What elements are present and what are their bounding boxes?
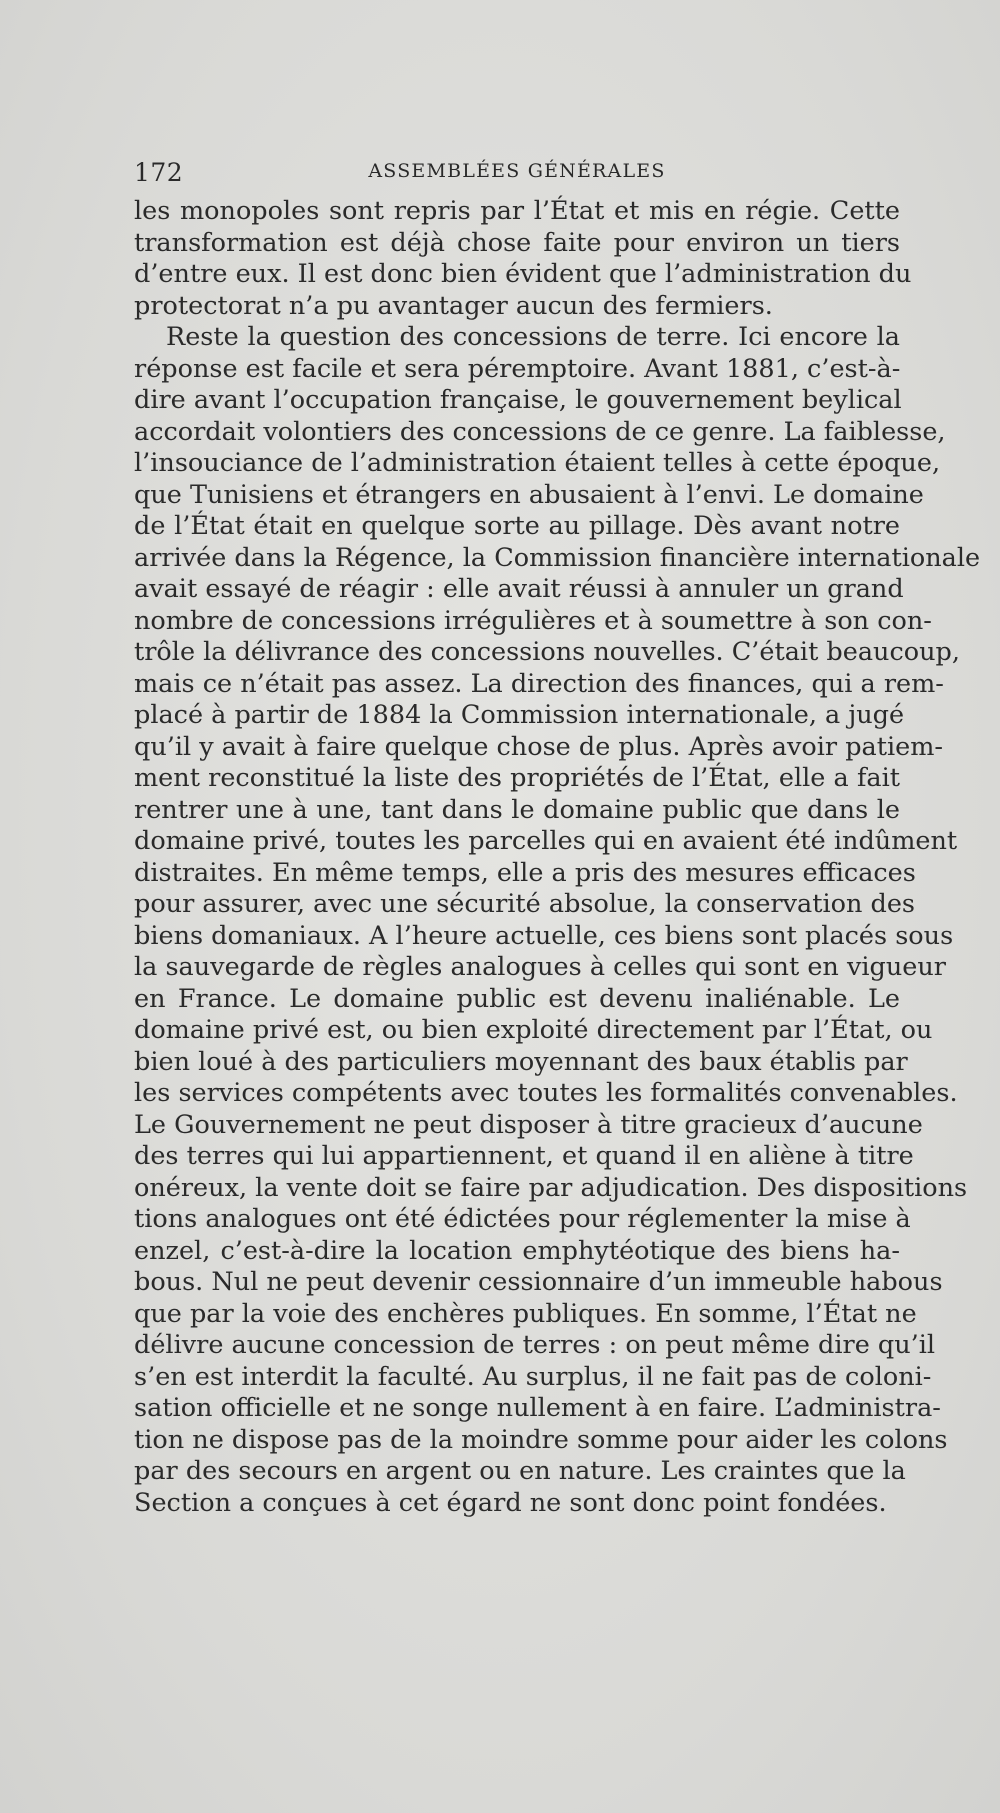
text-line: nombre de concessions irrégulières et à soumettre à son con- xyxy=(134,605,932,636)
text-line: bous. Nul ne peut devenir cessionnaire d’un immeuble habous xyxy=(134,1267,943,1297)
text-line: les services compétents avec toutes les formalités convenables. xyxy=(134,1078,958,1108)
text-line: ment reconstitué la liste des propriétés de l’État, elle a fait xyxy=(134,763,900,793)
text-line: qu’il y avait à faire quelque chose de plus. Après avoir patiem- xyxy=(134,731,944,762)
text-line: la sauvegarde de règles analogues à celles qui sont en vigueur xyxy=(134,952,946,982)
text-line: des terres qui lui appartiennent, et quand il en aliène à titre xyxy=(134,1141,914,1171)
text-line: tions analogues ont été édictées pour réglementer la mise à xyxy=(134,1204,911,1234)
text-line: par des secours en argent ou en nature. Les craintes que la xyxy=(134,1456,906,1486)
text-line: en France. Le domaine public est devenu inaliénable. Le xyxy=(134,983,900,1014)
text-line: placé à partir de 1884 la Commission internationale, a jugé xyxy=(134,700,905,730)
text-line: biens domaniaux. A l’heure actuelle, ces biens sont placés sous xyxy=(134,920,954,951)
text-line: délivre aucune concession de terres : on peut même dire qu’il xyxy=(134,1330,936,1360)
text-line: enzel, c’est-à-dire la location emphytéotique des biens ha- xyxy=(134,1235,900,1266)
text-line: pour assurer, avec une sécurité absolue, la conservation des xyxy=(134,889,915,919)
text-line: Reste la question des concessions de terre. Ici encore la xyxy=(166,322,900,352)
text-line: les monopoles sont repris par l’État et mis en régie. Cette xyxy=(134,196,900,226)
text-line: bien loué à des particuliers moyennant des baux établis par xyxy=(134,1046,908,1077)
text-line: de l’État était en quelque sorte au pillage. Dès avant notre xyxy=(134,511,900,541)
text-line: sation officielle et ne songe nullement à en faire. L’administra- xyxy=(134,1393,941,1423)
text-line: domaine privé est, ou bien exploité directement par l’État, ou xyxy=(134,1015,933,1045)
text-line: transformation est déjà chose faite pour environ un tiers xyxy=(134,227,900,258)
text-line: s’en est interdit la faculté. Au surplus, il ne fait pas de coloni- xyxy=(134,1361,932,1392)
text-line: l’insouciance de l’administration étaient telles à cette époque, xyxy=(134,448,941,478)
text-line: Le Gouvernement ne peut disposer à titre gracieux d’aucune xyxy=(134,1109,923,1140)
text-line: accordait volontiers des concessions de ce genre. La faiblesse, xyxy=(134,416,946,447)
text-line: avait essayé de réagir : elle avait réussi à annuler un grand xyxy=(134,574,904,604)
text-line: rentrer une à une, tant dans le domaine public que dans le xyxy=(134,794,900,825)
text-line: onéreux, la vente doit se faire par adjudication. Des dispositions xyxy=(134,1172,968,1203)
text-line: mais ce n’était pas assez. La direction des finances, qui a rem- xyxy=(134,668,944,699)
body-text xyxy=(134,196,981,1519)
text-line: Section a conçues à cet égard ne sont donc point fondées. xyxy=(134,1487,887,1518)
text-line: distraites. En même temps, elle a pris des mesures efficaces xyxy=(134,857,916,888)
text-line: que par la voie des enchères publiques. En somme, l’État ne xyxy=(134,1298,917,1329)
text-line: dire avant l’occupation française, le gouvernement beylical xyxy=(134,385,902,415)
text-line: arrivée dans la Régence, la Commission financière internationale xyxy=(134,542,981,573)
text-line: domaine privé, toutes les parcelles qui en avaient été indûment xyxy=(134,826,958,856)
page-number: 172 xyxy=(134,158,184,187)
page-header xyxy=(134,150,900,190)
text-line: d’entre eux. Il est donc bien évident que l’administration du xyxy=(134,259,912,289)
text-line: réponse est facile et sera péremptoire. Avant 1881, c’est-à- xyxy=(134,353,901,384)
text-line: tion ne dispose pas de la moindre somme pour aider les colons xyxy=(134,1424,948,1455)
text-line: trôle la délivrance des concessions nouvelles. C’était beaucoup, xyxy=(134,637,960,667)
running-head: ASSEMBLÉES GÉNÉRALES xyxy=(368,160,666,182)
text-line: que Tunisiens et étrangers en abusaient à l’envi. Le domaine xyxy=(134,479,924,510)
text-line: protectorat n’a pu avantager aucun des fermiers. xyxy=(134,290,773,321)
